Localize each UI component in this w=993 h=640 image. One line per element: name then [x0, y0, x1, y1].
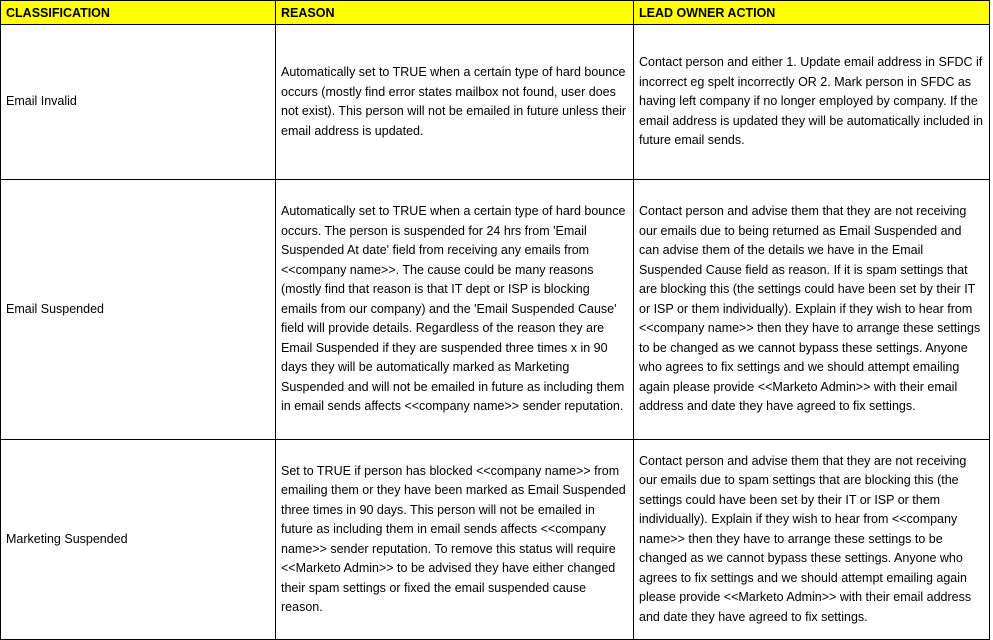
cell-reason: Set to TRUE if person has blocked <<company name>> from emailing them or they have been marked as Email Suspended three times in 90 days. This person will not be emailed in future as including them in email sends affects <<company name>> sender reputation. To remove this status will require <<Marketo Admin>> to be advised they have either changed their spam settings or fixed the email suspended cause reason. [276, 440, 634, 640]
cell-classification: Email Invalid [1, 25, 276, 180]
table-row [1, 25, 990, 180]
cell-lead-owner-action: Contact person and advise them that they are not receiving our emails due to spam settings that are blocking this (the settings could have been set by their IT or ISP or them individually). Explain if they wish to hear from <<company name>> then they have to arrange these settings to be changed as we cannot bypass these settings. Anyone who agrees to fix settings and we should attempt emailing again please provide <<Marketo Admin>> with their email address and date they have agreed to fix settings. [634, 440, 990, 640]
table-header-row [1, 1, 990, 25]
column-header-lead-owner-action: LEAD OWNER ACTION [634, 1, 990, 25]
cell-reason: Automatically set to TRUE when a certain type of hard bounce occurs. The person is suspended for 24 hrs from 'Email Suspended At date' field from receiving any emails from <<company name>>. The cause could be many reasons (mostly find that reason is that IT dept or ISP is blocking emails from our company) and the 'Email Suspended Cause' field will provide details. Regardless of the reason they are Email Suspended if they are suspended three times x in 90 days they will be automatically marked as Marketing Suspended and will not be emailed in future as including them in email sends affects <<company name>> sender reputation. [276, 180, 634, 440]
column-header-reason: REASON [276, 1, 634, 25]
cell-lead-owner-action: Contact person and either 1. Update email address in SFDC if incorrect eg spelt incorrectly OR 2. Mark person in SFDC as having left company if no longer employed by company. If the email address is updated they will be automatically included in future email sends. [634, 25, 990, 180]
column-header-classification: CLASSIFICATION [1, 1, 276, 25]
cell-classification: Marketing Suspended [1, 440, 276, 640]
cell-reason: Automatically set to TRUE when a certain type of hard bounce occurs (mostly find error states mailbox not found, user does not exist). This person will not be emailed in future unless their email address is updated. [276, 25, 634, 180]
cell-lead-owner-action: Contact person and advise them that they are not receiving our emails due to being returned as Email Suspended and can advise them of the details we have in the Email Suspended Cause field as reason. If it is spam settings that are blocking this (the settings could have been set by their IT or ISP or them individually). Explain if they wish to hear from <<company name>> then they have to arrange these settings to be changed as we cannot bypass these settings. Anyone who agrees to fix settings and we should attempt emailing again please provide <<Marketo Admin>> with their email address and date they have agreed to fix settings. [634, 180, 990, 440]
cell-classification: Email Suspended [1, 180, 276, 440]
table-row [1, 440, 990, 640]
table-row [1, 180, 990, 440]
